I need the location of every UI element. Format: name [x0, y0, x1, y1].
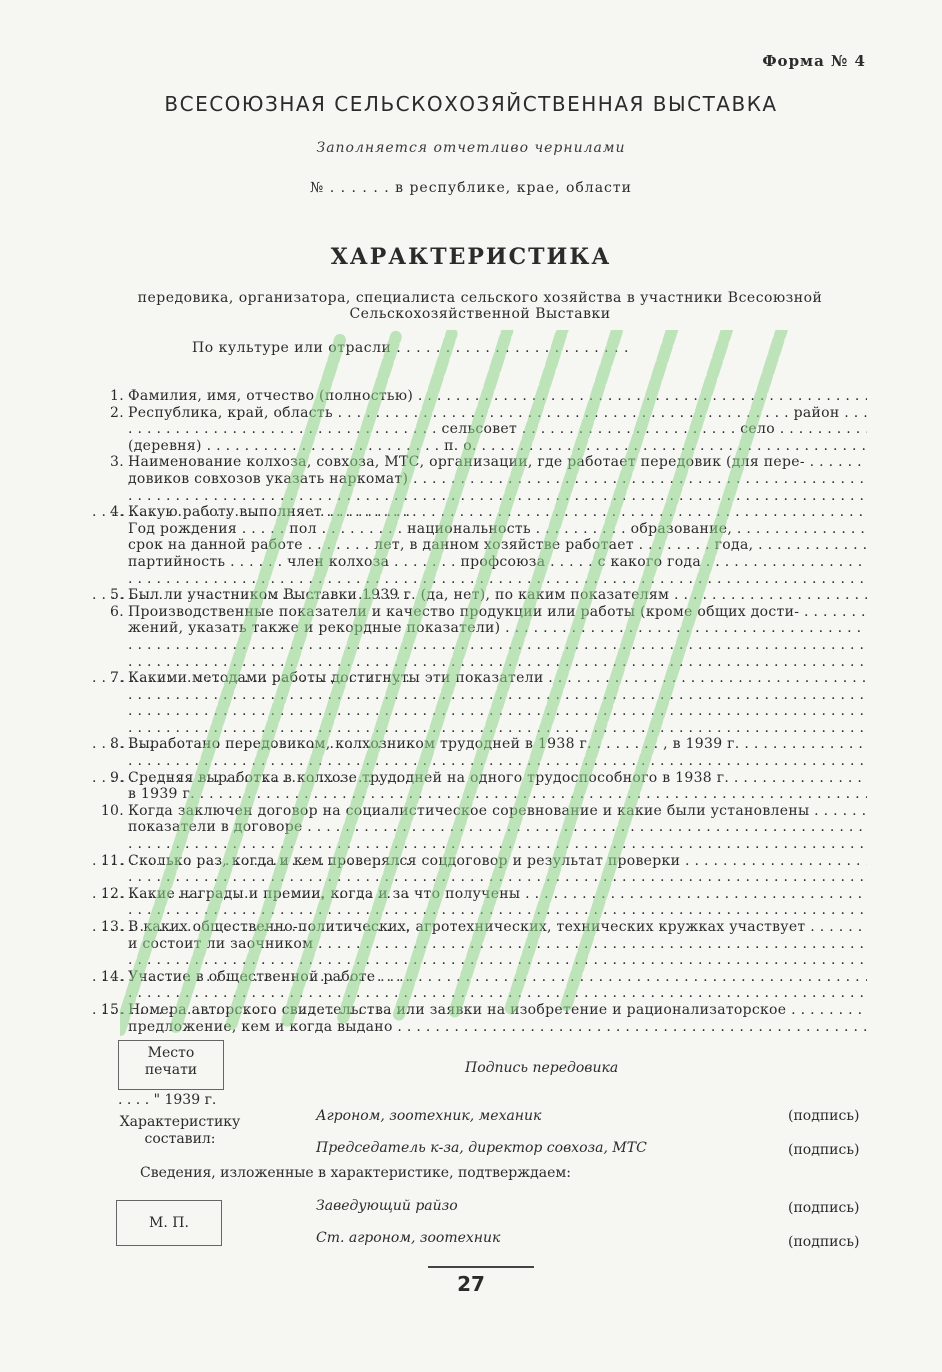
item-spacer	[92, 488, 867, 505]
item-text: показатели в договоре . . .	[128, 819, 867, 836]
item-text: Год рождения . . . . . пол . . . . . . . . . национальность . . . . . . . . . . образование, . . .	[128, 521, 867, 538]
questionnaire-items	[92, 388, 867, 1035]
item-row	[92, 405, 867, 422]
item-text: довиков совхозов указать наркомат) . . .	[128, 471, 867, 488]
item-row	[92, 421, 867, 438]
item-row	[92, 587, 867, 604]
item-number-spacer	[92, 421, 128, 438]
item-row	[92, 1019, 867, 1036]
item-text: Фамилия, имя, отчество (полностью) . . .	[128, 388, 867, 405]
item-text: жений, указать также и рекордные показатели) . . .	[128, 620, 867, 637]
item-row	[92, 504, 867, 521]
item-number-spacer	[92, 819, 128, 836]
form-number: Форма № 4	[762, 52, 866, 70]
item-number-spacer	[92, 471, 128, 488]
exhibition-title: ВСЕСОЮЗНАЯ СЕЛЬСКОХОЗЯЙСТВЕННАЯ ВЫСТАВКА	[164, 92, 778, 116]
item-text: Был ли участником Выставки 1939 г. (да, нет), по каким показателям . . .	[128, 587, 867, 604]
item-row	[92, 620, 867, 637]
item-number-spacer	[92, 786, 128, 803]
item-text: Участие в общественной работе . . .	[128, 969, 867, 986]
agronomist-signature: (подпись)	[788, 1108, 860, 1124]
item-number-spacer	[92, 687, 128, 704]
item-number: 3.	[110, 454, 124, 471]
compiled-by-label: Характеристику составил:	[119, 1114, 241, 1147]
item-number: 6.	[110, 603, 124, 620]
item-number-spacer	[92, 703, 128, 720]
leader-signature-label: Подпись передовика	[465, 1060, 619, 1076]
date-line: . . . . " 1939 г.	[118, 1092, 217, 1108]
agronomist-line: Агроном, зоотехник, механик	[316, 1108, 542, 1124]
item-text: партийность . . . . . . член колхоза . . . . . . . профсоюза . . . . . с какого года . . . . . . .	[128, 554, 867, 571]
item-number-spacer	[92, 554, 128, 571]
item-number: 14.	[100, 968, 124, 985]
item-number: 8.	[110, 736, 124, 753]
stamp-place-box	[118, 1040, 224, 1090]
item-number-spacer	[92, 537, 128, 554]
item-number-spacer	[92, 521, 128, 538]
item-text: Наименование колхоза, совхоза, МТС, организации, где работает передовик (для пере- . . .	[128, 454, 867, 471]
item-row	[92, 803, 867, 820]
item-text: предложение, кем и когда выдано . . .	[128, 1019, 867, 1036]
item-number: 12.	[100, 885, 124, 902]
item-number: 15.	[100, 1001, 124, 1018]
item-number-spacer	[92, 637, 128, 654]
item-row	[92, 770, 867, 787]
item-number: 11.	[100, 852, 124, 869]
item-text: В каких общественно-политических, агротехнических, технических кружках участвует . . .	[128, 919, 867, 936]
item-text: в 1939 г. . . . . . . . . . .	[128, 786, 867, 803]
item-text	[128, 687, 867, 704]
item-text: Какие награды и премии, когда и за что получены . . .	[128, 886, 867, 903]
item-row	[92, 471, 867, 488]
raizo-signature: (подпись)	[788, 1200, 860, 1216]
item-text: Номера авторского свидетельства или заявки на изобретение и рационализаторское . . .	[128, 1002, 867, 1019]
item-row	[92, 819, 867, 836]
item-number: 9.	[110, 769, 124, 786]
item-text: Производственные показатели и качество продукции или работы (кроме общих дости- . . .	[128, 604, 867, 621]
senior-agronomist-line: Ст. агроном, зоотехник	[316, 1230, 501, 1246]
page-number-rule	[428, 1266, 534, 1268]
senior-agronomist-signature: (подпись)	[788, 1234, 860, 1250]
item-row	[92, 438, 867, 455]
confirm-text: Сведения, изложенные в характеристике, подтверждаем:	[140, 1165, 571, 1181]
item-spacer	[92, 869, 867, 886]
raizo-line: Заведующий райзо	[316, 1198, 458, 1214]
item-number: 4.	[110, 504, 124, 521]
item-spacer	[92, 654, 867, 671]
item-text: Республика, край, область . . . . . . . . . . . . . . . . . . . . . . . . . . . . . . . . . . . . . . . . . . . . . . . . район . . .	[128, 405, 867, 422]
item-text: и состоит ли заочником . . .	[128, 936, 867, 953]
item-number-spacer	[92, 1019, 128, 1036]
stamp-place-label: Место печати	[144, 1045, 198, 1078]
item-text: Выработано передовиком, колхозником трудодней в 1938 г. . . . . . . . , в 1939 г. . . .	[128, 736, 867, 753]
item-number-spacer	[92, 438, 128, 455]
item-row	[92, 454, 867, 471]
item-text: (деревня) . . . . . . . . . . . . . . . . . . . . . . . . . п. о. . . .	[128, 438, 867, 455]
number-line: № . . . . . . в республике, крае, области	[310, 180, 632, 196]
item-row	[92, 637, 867, 654]
item-number-spacer	[92, 620, 128, 637]
item-row	[92, 670, 867, 687]
item-row	[92, 554, 867, 571]
item-spacer	[92, 720, 867, 737]
item-spacer	[92, 985, 867, 1002]
item-spacer	[92, 952, 867, 969]
item-number: 7.	[110, 670, 124, 687]
item-row	[92, 703, 867, 720]
item-row	[92, 736, 867, 753]
page-number: 27	[457, 1272, 485, 1296]
item-row	[92, 969, 867, 986]
item-text: Когда заключен договор на социалистическое соревнование и какие были установлены . . .	[128, 803, 867, 820]
item-number: 2.	[110, 404, 124, 421]
chairman-line: Председатель к-за, директор совхоза, МТС	[316, 1140, 647, 1156]
item-row	[92, 853, 867, 870]
item-row	[92, 604, 867, 621]
culture-line: По культуре или отрасли . . . . . . . . . . . . . . . . . . . . . . . .	[192, 340, 629, 356]
item-number-spacer	[92, 936, 128, 953]
chairman-signature: (подпись)	[788, 1142, 860, 1158]
item-row	[92, 1002, 867, 1019]
mp-stamp-label: М. П.	[149, 1215, 189, 1231]
item-text: срок на данной работе . . . . . . . лет, в данном хозяйстве работает . . . . . . . . года, . . .	[128, 537, 867, 554]
item-spacer	[92, 902, 867, 919]
item-row	[92, 687, 867, 704]
fill-instruction: Заполняется отчетливо чернилами	[316, 140, 626, 156]
item-row	[92, 537, 867, 554]
item-text: . . . . . . . . . . . . . . . . . . . . . . . . . . . . . . . . . сельсовет . . . . . . . . . . . . . . . . . . . . . . . село . . .	[128, 421, 867, 438]
document-heading: ХАРАКТЕРИСТИКА	[330, 244, 612, 270]
item-spacer	[92, 753, 867, 770]
item-text: Сколько раз, когда и кем проверялся соцдоговор и результат проверки . . .	[128, 853, 867, 870]
item-row	[92, 388, 867, 405]
item-number: 13.	[100, 919, 124, 935]
item-text: Средняя выработка в колхозе трудодней на одного трудоспособного в 1938 г. . . . . . . . . .	[128, 770, 867, 787]
item-row	[92, 919, 867, 936]
item-row	[92, 786, 867, 803]
mp-stamp-box	[116, 1200, 222, 1246]
item-row	[92, 521, 867, 538]
item-text: Какими методами работы достигнуты эти показатели . . .	[128, 670, 867, 687]
item-row	[92, 886, 867, 903]
intro-text: передовика, организатора, специалиста сельского хозяйства в участники Всесоюзной Сельскохозяйственной Выставки	[137, 290, 823, 322]
item-text	[128, 637, 867, 654]
item-spacer	[92, 571, 867, 588]
item-number: 1.	[110, 388, 124, 404]
item-spacer	[92, 836, 867, 853]
item-text: Какую работу выполняет . . .	[128, 504, 867, 521]
item-text	[128, 703, 867, 720]
item-number: 5.	[110, 587, 124, 604]
item-number: 10.	[100, 802, 124, 819]
item-row	[92, 936, 867, 953]
